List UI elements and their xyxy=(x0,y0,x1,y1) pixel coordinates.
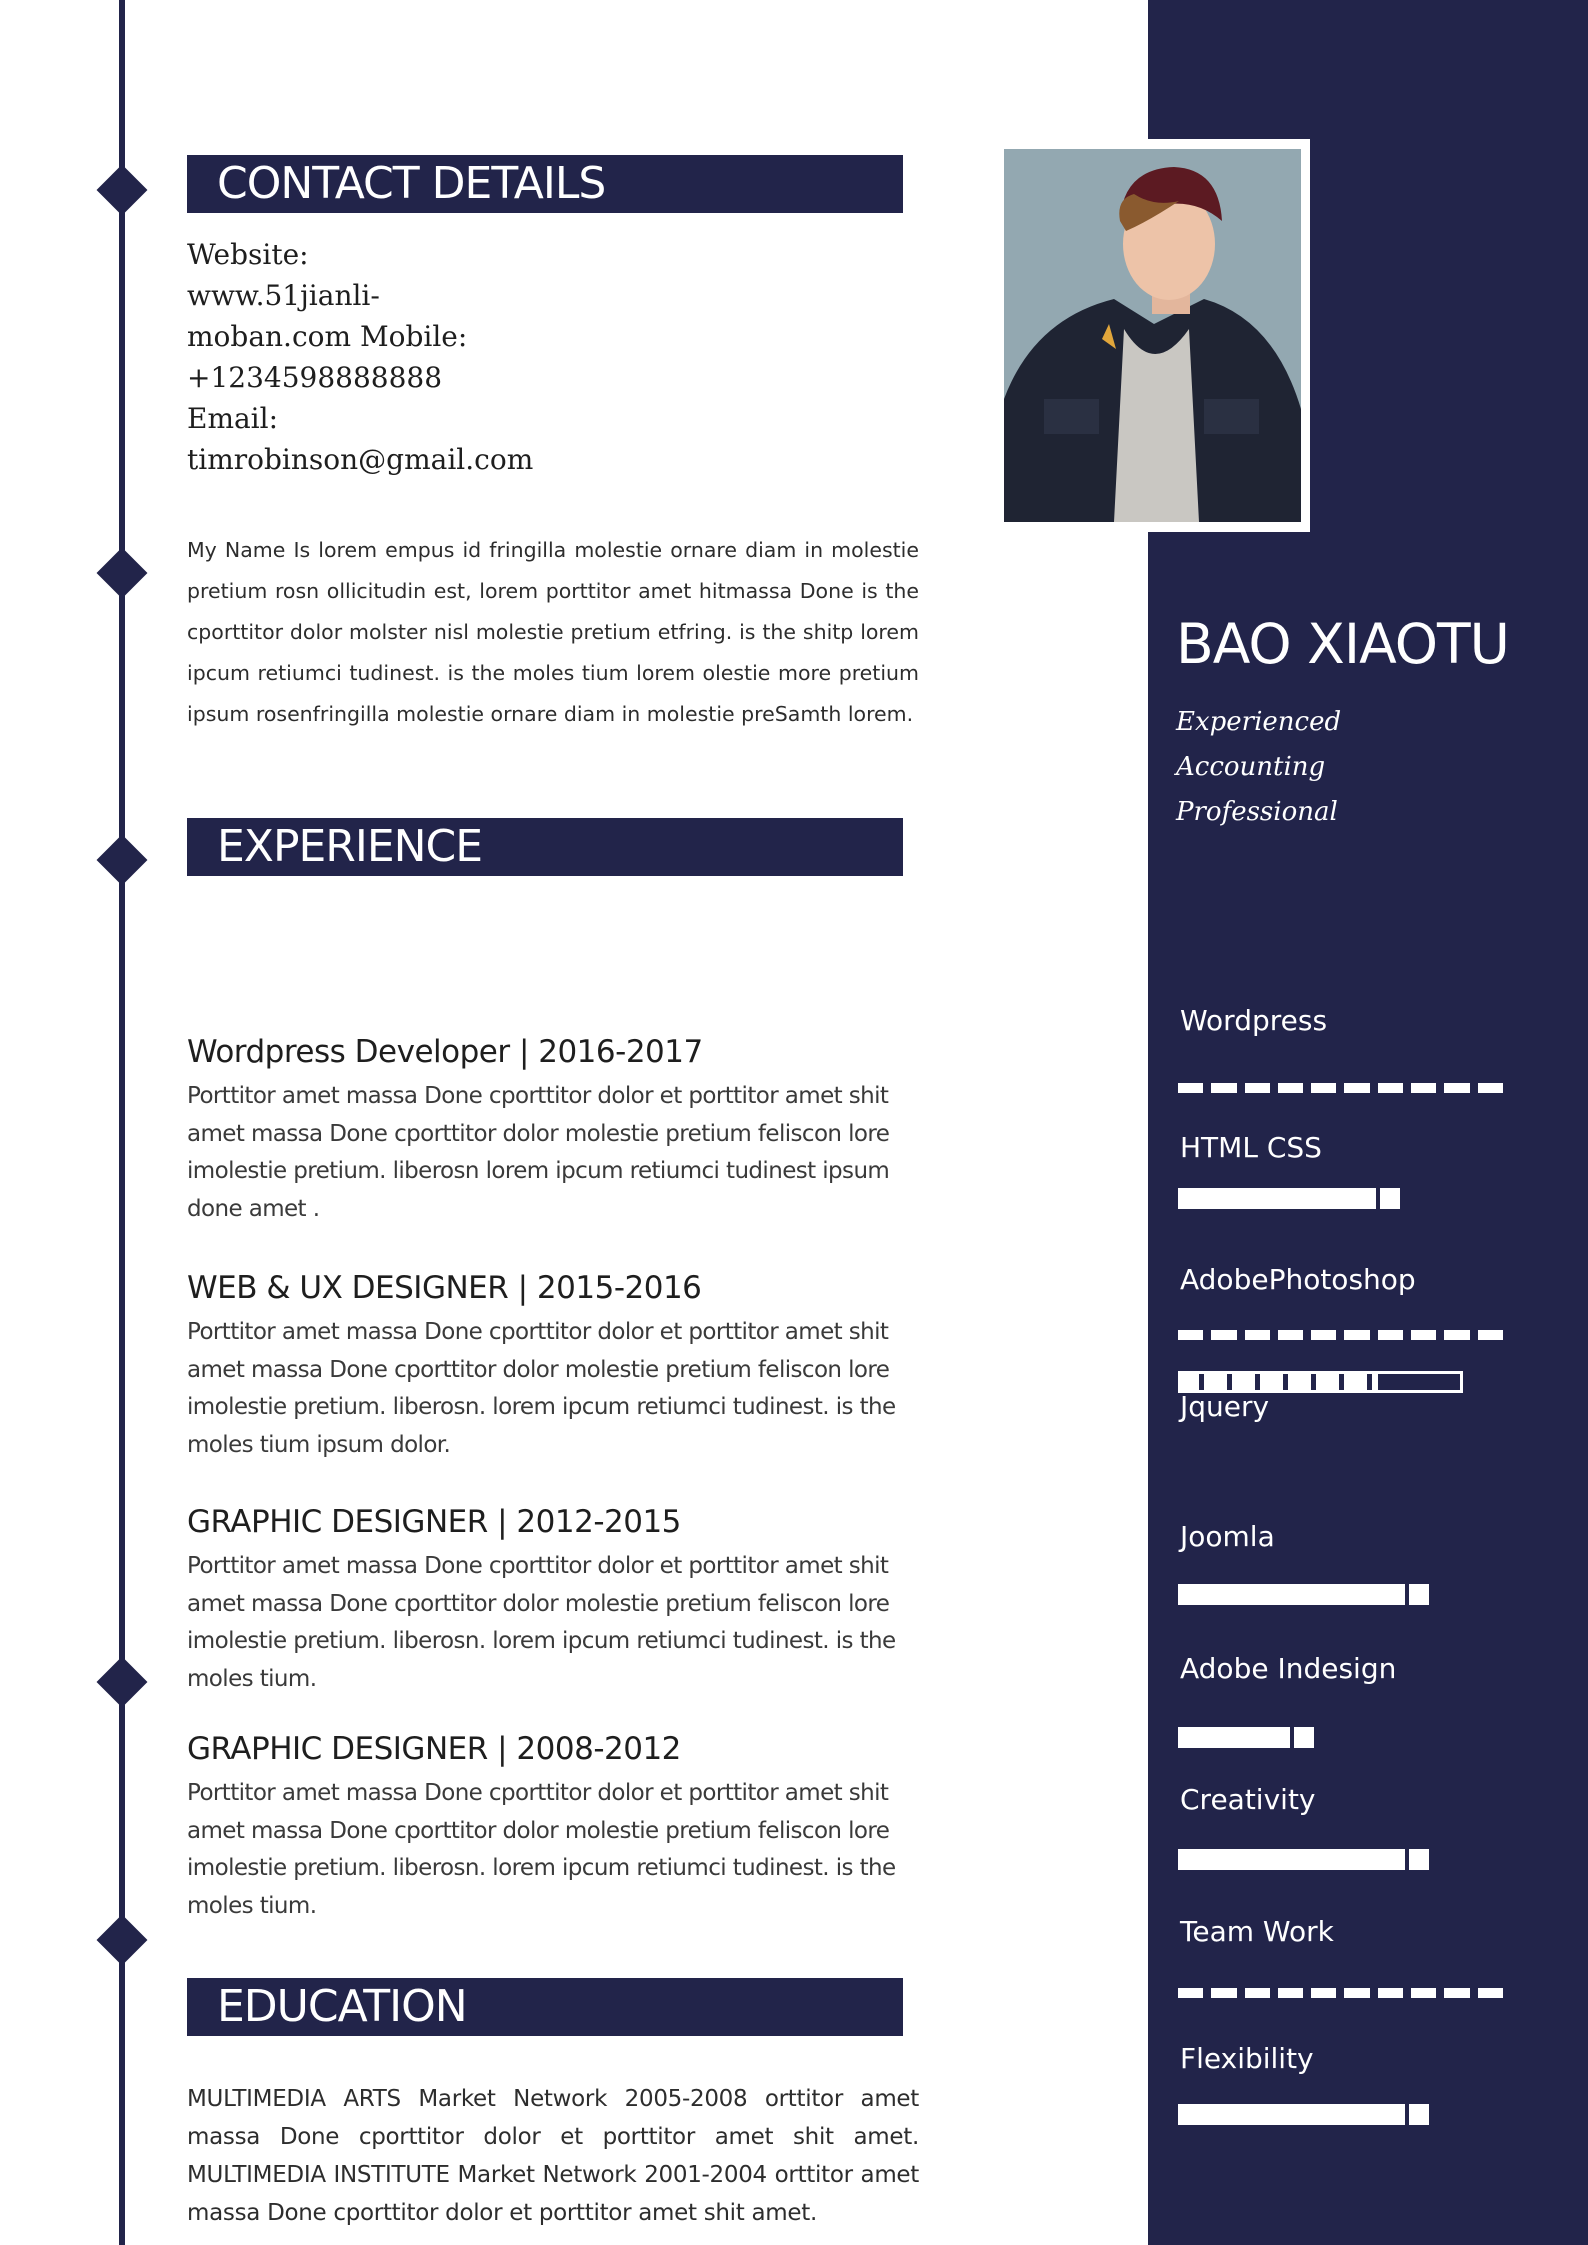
experience-heading: EXPERIENCE xyxy=(187,818,903,876)
candidate-name: BAO XIAOTU xyxy=(1176,612,1509,676)
about-paragraph: My Name Is lorem empus id fringilla molestie ornare diam in molestie pretium rosn ollicitudin est, lorem porttitor amet hitmassa Done is the cporttitor dolor molster nisl molestie pretium etfring. is the shitp lorem ipcum retiumci tudinest. is the moles tium lorem olestie more pretium ipsum rosenfringilla molestie ornare diam in molestie preSamth lorem. xyxy=(187,538,919,726)
contact-line: timrobinson@gmail.com xyxy=(187,443,534,476)
timeline-marker xyxy=(97,165,148,216)
skill-label: HTML CSS xyxy=(1180,1131,1322,1164)
subtitle-line: Accounting xyxy=(1176,752,1326,782)
job-title: Wordpress Developer | 2016-2017 xyxy=(187,1034,703,1070)
job-title: GRAPHIC DESIGNER | 2012-2015 xyxy=(187,1504,681,1540)
contact-line: www.51jianli- xyxy=(187,279,380,312)
subtitle-line: Experienced xyxy=(1176,707,1342,737)
job-description: Porttitor amet massa Done cporttitor dolor et porttitor amet shit amet massa Done cporttitor dolor molestie pretium feliscon lore imolestie pretium. liberosn. lorem ipcum retiumci tudinest. is the moles tium. xyxy=(187,1780,896,1919)
skill-label: Creativity xyxy=(1180,1783,1316,1816)
skill-label: Jquery xyxy=(1180,1390,1270,1423)
skill-bar xyxy=(1178,1988,1503,1998)
skill-label: Team Work xyxy=(1180,1915,1334,1948)
timeline-marker xyxy=(97,548,148,599)
timeline-marker xyxy=(97,835,148,886)
job-title: WEB & UX DESIGNER | 2015-2016 xyxy=(187,1270,702,1306)
skill-label: Joomla xyxy=(1180,1520,1275,1553)
skill-bar xyxy=(1178,2104,1429,2125)
contact-line: Website: xyxy=(187,238,309,271)
subtitle-line: Professional xyxy=(1176,797,1338,827)
skill-bar xyxy=(1178,1330,1503,1340)
skill-label: Flexibility xyxy=(1180,2042,1314,2075)
contact-details xyxy=(187,234,534,480)
contact-line: +1234598888888 xyxy=(187,361,443,394)
contact-line: moban.com Mobile: xyxy=(187,320,468,353)
skill-label: Adobe Indesign xyxy=(1180,1652,1397,1685)
timeline-marker xyxy=(97,1657,148,1708)
job-description: Porttitor amet massa Done cporttitor dolor et porttitor amet shit amet massa Done cporttitor dolor molestie pretium feliscon lore imolestie pretium. liberosn lorem ipcum retiumci tudinest ipsum done amet . xyxy=(187,1083,890,1222)
job-title: GRAPHIC DESIGNER | 2008-2012 xyxy=(187,1731,681,1767)
skill-bar xyxy=(1178,1849,1429,1870)
job-description: Porttitor amet massa Done cporttitor dolor et porttitor amet shit amet massa Done cporttitor dolor molestie pretium feliscon lore imolestie pretium. liberosn. lorem ipcum retiumci tudinest. is the moles tium ipsum dolor. xyxy=(187,1319,896,1458)
education-heading: EDUCATION xyxy=(187,1978,903,2036)
timeline-marker xyxy=(97,1915,148,1966)
education-text: MULTIMEDIA ARTS Market Network 2005-2008 orttitor amet massa Done cporttitor dolor et porttitor amet shit amet. MULTIMEDIA INSTITUTE Market Network 2001-2004 orttitor amet massa Done cporttitor dolor et porttitor amet shit amet. xyxy=(187,2086,919,2226)
timeline-line xyxy=(119,0,125,2245)
skill-bar xyxy=(1178,1727,1314,1748)
profile-photo xyxy=(1004,149,1301,522)
contact-heading: CONTACT DETAILS xyxy=(187,155,903,213)
skill-bar xyxy=(1178,1584,1429,1605)
skill-label: AdobePhotoshop xyxy=(1180,1263,1416,1296)
candidate-subtitle xyxy=(1176,700,1396,835)
job-description: Porttitor amet massa Done cporttitor dolor et porttitor amet shit amet massa Done cporttitor dolor molestie pretium feliscon lore imolestie pretium. liberosn. lorem ipcum retiumci tudinest. is the moles tium. xyxy=(187,1553,896,1692)
contact-line: Email: xyxy=(187,402,279,435)
skill-bar xyxy=(1178,1188,1400,1209)
skill-bar xyxy=(1178,1083,1503,1093)
skill-label: Wordpress xyxy=(1180,1004,1328,1037)
